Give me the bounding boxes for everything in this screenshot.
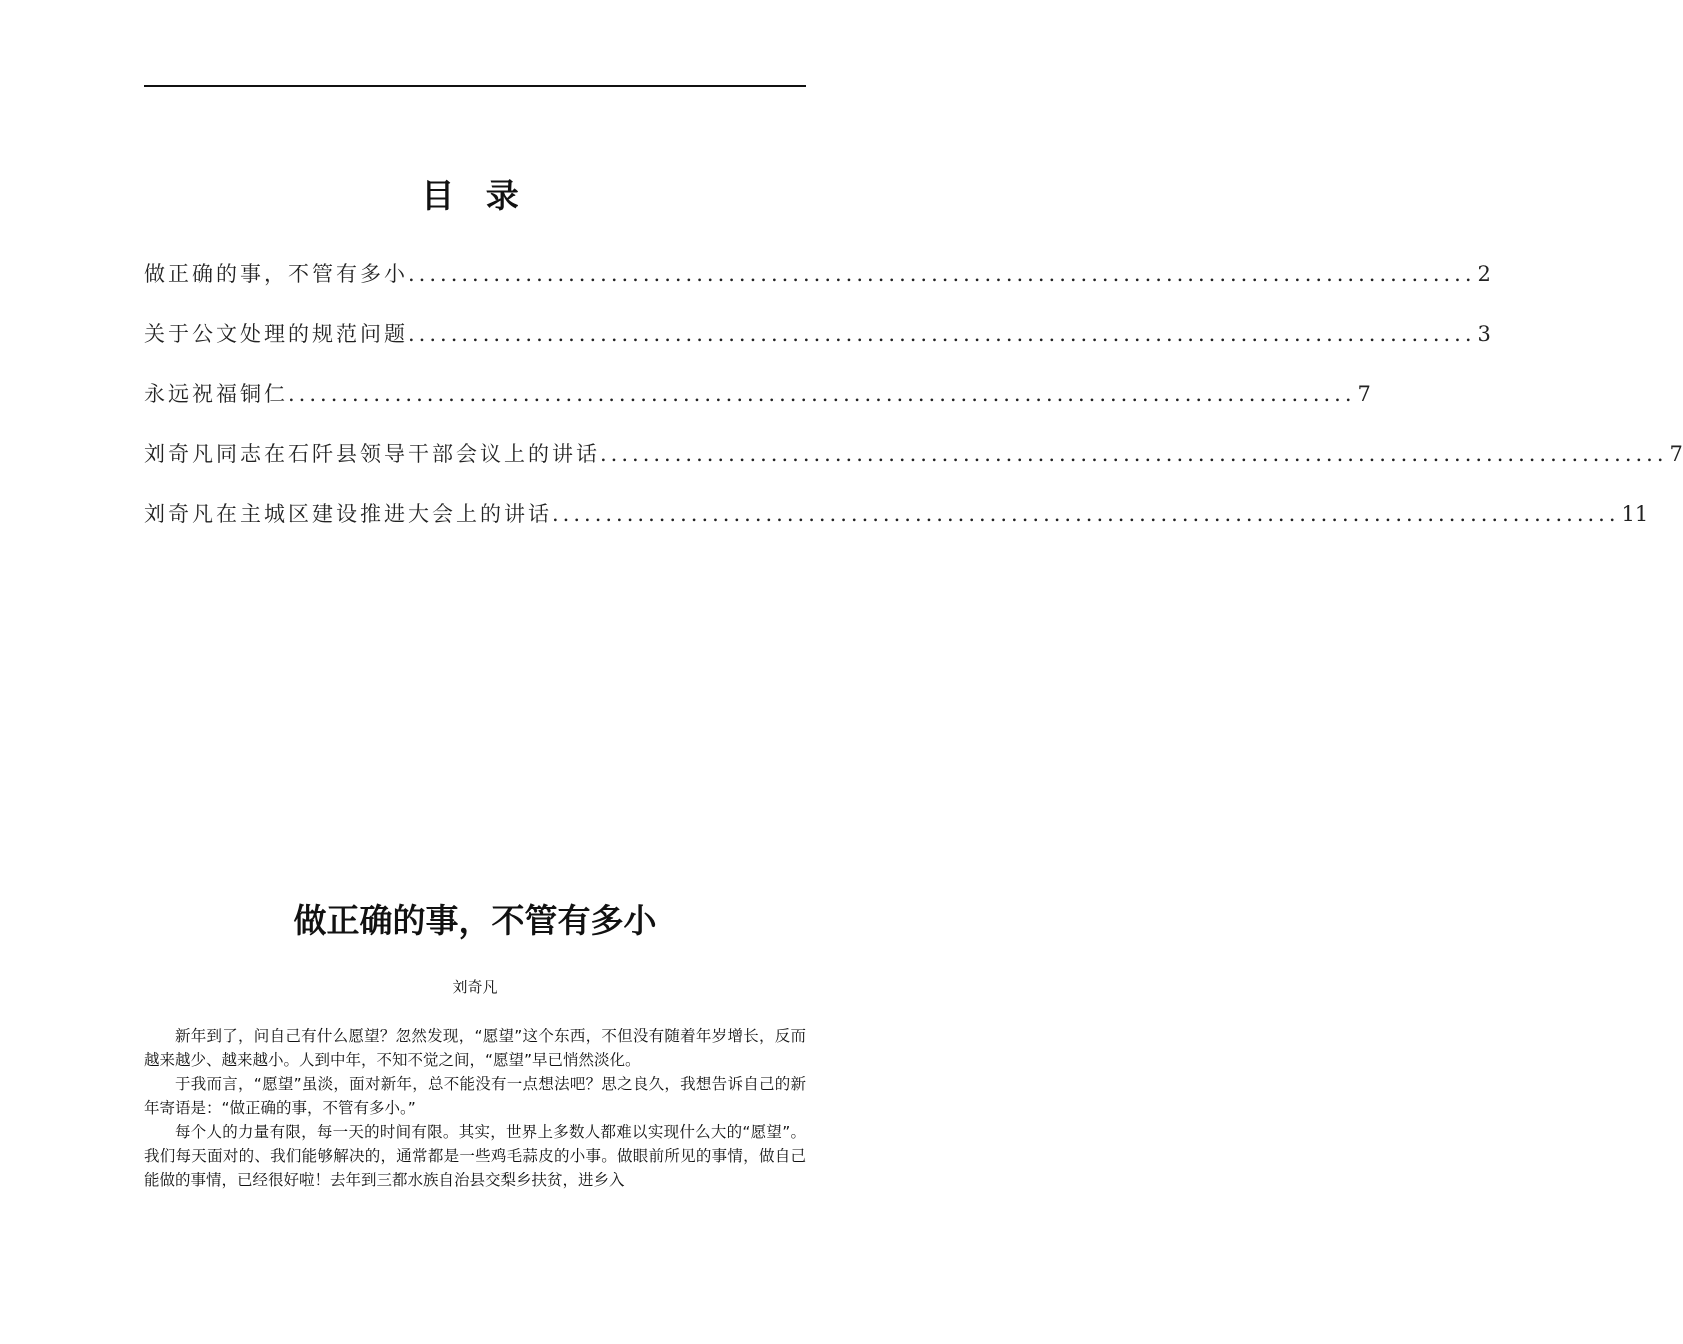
article-author: 刘奇凡 [452, 978, 498, 996]
toc-entry[interactable] [144, 378, 1371, 438]
toc-entry-page: 2 [1477, 262, 1491, 286]
article-body [144, 1024, 806, 1192]
article-paragraph: 新年到了，问自己有什么愿望？忽然发现，“愿望”这个东西，不但没有随着年岁增长，反而越来越少、越来越小。人到中年，不知不觉之间，“愿望”早已悄然淡化。 [144, 1027, 806, 1069]
toc-entry-title: 永远祝福铜仁 [144, 382, 288, 406]
toc-entry[interactable] [144, 258, 1491, 318]
toc-leader-dots: .................................................................................................... [600, 442, 1668, 466]
article-paragraph: 于我而言，“愿望”虽淡，面对新年，总不能没有一点想法吧？思之良久，我想告诉自己的新年寄语是：“做正确的事，不管有多小。” [144, 1075, 806, 1117]
toc-leader-dots: .................................................................................................... [408, 322, 1476, 346]
toc-entry-title: 刘奇凡同志在石阡县领导干部会议上的讲话 [144, 442, 600, 466]
article-paragraph: 每个人的力量有限，每一天的时间有限。其实，世界上多数人都难以实现什么大的“愿望”。我们每天面对的、我们能够解决的，通常都是一些鸡毛蒜皮的小事。做眼前所见的事情，做自己能做的事情，已经很好啦！去年到三都水族自治县交梨乡扶贫，进乡入 [144, 1123, 806, 1189]
toc-entry-page: 3 [1477, 322, 1491, 346]
toc-entry-page: 7 [1357, 382, 1371, 406]
toc-entry[interactable] [144, 498, 1649, 558]
toc-title: 目 录 [421, 176, 529, 215]
toc-entry[interactable] [144, 438, 1683, 498]
toc-entry-title: 做正确的事，不管有多小 [144, 262, 408, 286]
toc-leader-dots: .................................................................................................... [288, 382, 1356, 406]
article-title: 做正确的事，不管有多小 [293, 901, 657, 940]
toc-leader-dots: .................................................................................................... [552, 502, 1620, 526]
toc-entry-title: 关于公文处理的规范问题 [144, 322, 408, 346]
toc-entry-page: 11 [1621, 502, 1649, 526]
toc-entry-title: 刘奇凡在主城区建设推进大会上的讲话 [144, 502, 552, 526]
header-rule [144, 85, 806, 87]
toc-entry[interactable] [144, 318, 1491, 378]
toc-leader-dots: .................................................................................................... [408, 262, 1476, 286]
table-of-contents [144, 258, 1683, 558]
toc-entry-page: 7 [1669, 442, 1683, 466]
